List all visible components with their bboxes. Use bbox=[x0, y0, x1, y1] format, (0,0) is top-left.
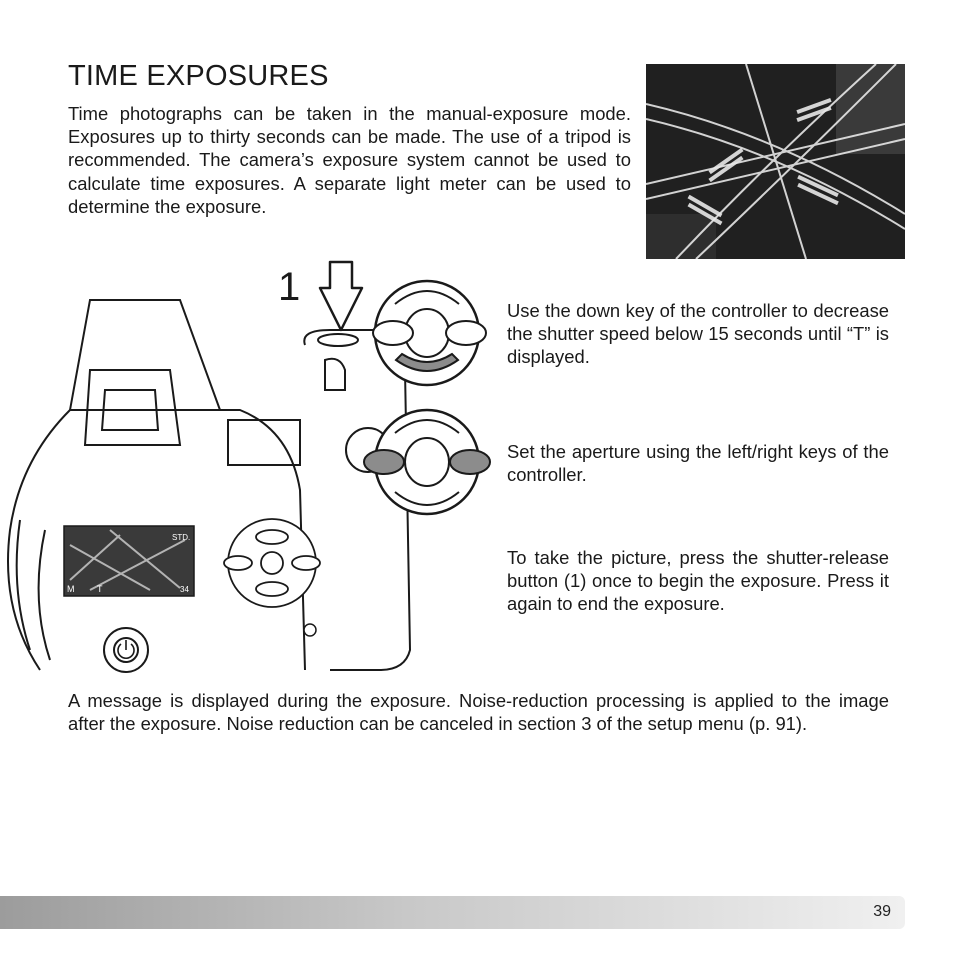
footer-bar bbox=[0, 896, 905, 929]
intro-paragraph: Time photographs can be taken in the manual-exposure mode. Exposures up to thirty seconds can be made. The use of a tripod is recommended. The camera’s exposure system cannot be used to calculate time exposures. A separate light meter can be used to determine the exposure. bbox=[68, 103, 631, 217]
controller-left-right-keys-icon bbox=[364, 410, 490, 514]
lcd-mode-label: M bbox=[67, 584, 75, 594]
lcd-frame-count: 34 bbox=[180, 585, 189, 594]
instruction-left-right-keys: Set the aperture using the left/right keys of the controller. bbox=[507, 441, 889, 485]
controller-down-key-icon bbox=[373, 281, 486, 385]
lcd-shutter-label: T bbox=[97, 584, 103, 594]
page-title: TIME EXPOSURES bbox=[68, 60, 329, 92]
rear-controller-icon bbox=[224, 519, 320, 607]
step-number-label: 1 bbox=[278, 265, 301, 309]
camera-illustration bbox=[0, 230, 500, 675]
page-number: 39 bbox=[873, 903, 891, 920]
lcd-quality-label: STD. bbox=[172, 533, 191, 542]
night-intersection-photo bbox=[646, 64, 905, 259]
noise-reduction-note: A message is displayed during the exposure. Noise-reduction processing is applied to the image after the exposure. Noise reduction can be canceled in section 3 of the setup menu (p. 91). bbox=[68, 690, 889, 735]
instruction-shutter-release: To take the picture, press the shutter-release button (1) once to begin the exposure. Press it again to end the exposure. bbox=[507, 547, 889, 614]
down-arrow-icon bbox=[320, 262, 362, 330]
power-icon bbox=[104, 628, 148, 672]
instruction-down-key: Use the down key of the controller to decrease the shutter speed below 15 seconds until “T” is displayed. bbox=[507, 300, 889, 367]
